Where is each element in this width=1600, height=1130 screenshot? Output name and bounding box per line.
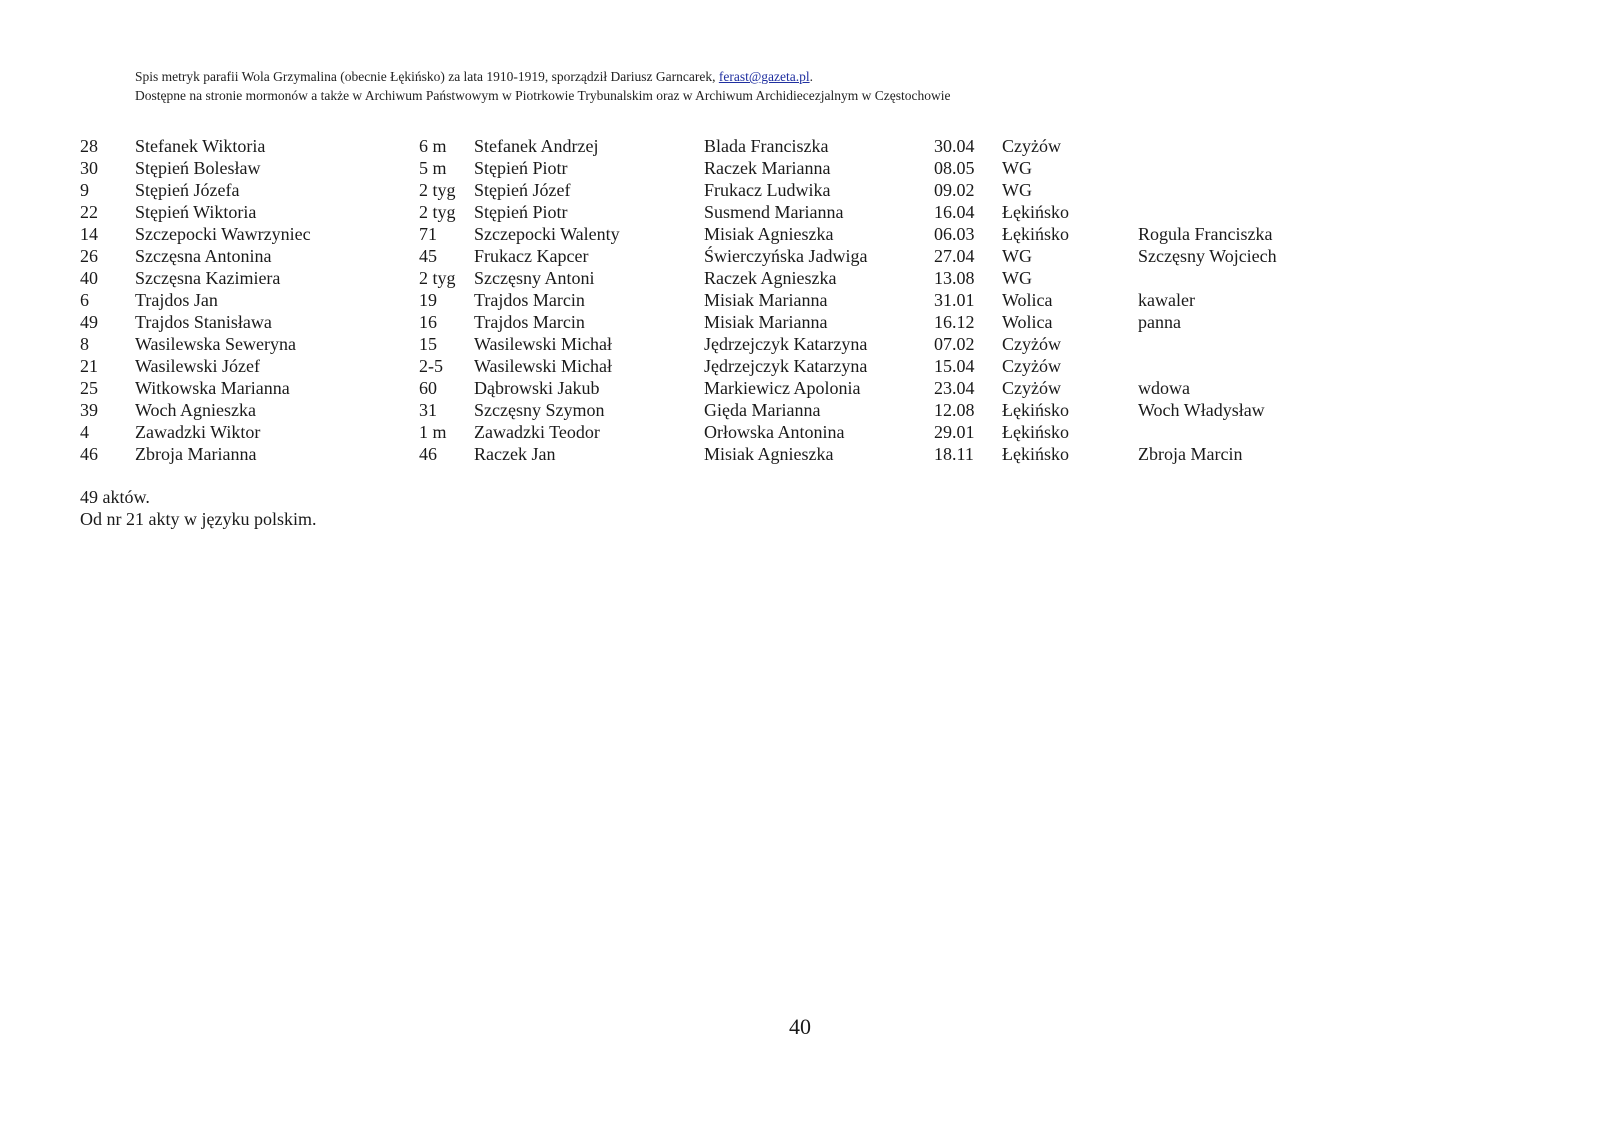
mother-name: Blada Franciszka [704,136,829,156]
record-number: 9 [80,180,89,200]
age: 6 m [419,136,447,156]
place: Łękińsko [1002,444,1069,464]
record-number: 6 [80,290,89,310]
date: 09.02 [934,180,975,200]
deceased-name: Trajdos Stanisława [135,312,272,332]
summary-note: Od nr 21 akty w języku polskim. [80,509,317,529]
header-line-2: Dostępne na stronie mormonów a także w Archiwum Państwowym w Piotrkowie Trybunalskim oraz w Archiwum Archidiecezjalnym w Częstochowie [135,88,951,103]
father-name: Trajdos Marcin [474,312,585,332]
mother-name: Orłowska Antonina [704,422,845,442]
table-row [80,157,1480,179]
date: 29.01 [934,422,975,442]
mother-name: Raczek Agnieszka [704,268,837,288]
record-number: 46 [80,444,98,464]
father-name: Raczek Jan [474,444,556,464]
record-number: 4 [80,422,89,442]
mother-name: Raczek Marianna [704,158,831,178]
date: 08.05 [934,158,975,178]
age: 71 [419,224,437,244]
age: 46 [419,444,437,464]
place: Wolica [1002,312,1053,332]
date: 31.01 [934,290,975,310]
note: kawaler [1138,290,1195,310]
date: 13.08 [934,268,975,288]
note: Szczęsny Wojciech [1138,246,1277,266]
record-number: 25 [80,378,98,398]
date: 30.04 [934,136,975,156]
age: 19 [419,290,437,310]
note: Zbroja Marcin [1138,444,1243,464]
age: 16 [419,312,437,332]
record-number: 39 [80,400,98,420]
records-table [80,135,1480,465]
deceased-name: Wasilewska Seweryna [135,334,296,354]
father-name: Szczepocki Walenty [474,224,620,244]
mother-name: Markiewicz Apolonia [704,378,861,398]
note: wdowa [1138,378,1190,398]
mother-name: Frukacz Ludwika [704,180,831,200]
father-name: Dąbrowski Jakub [474,378,600,398]
place: WG [1002,180,1032,200]
deceased-name: Woch Agnieszka [135,400,257,420]
table-row [80,333,1480,355]
mother-name: Misiak Agnieszka [704,444,834,464]
place: Łękińsko [1002,422,1069,442]
table-row [80,267,1480,289]
place: Łękińsko [1002,202,1069,222]
place: WG [1002,268,1032,288]
father-name: Trajdos Marcin [474,290,585,310]
date: 27.04 [934,246,975,266]
place: WG [1002,158,1032,178]
table-row [80,289,1480,311]
table-row [80,201,1480,223]
record-number: 26 [80,246,98,266]
age: 15 [419,334,437,354]
place: Czyżów [1002,356,1061,376]
page-number: 40 [789,1014,811,1039]
mother-name: Jędrzejczyk Katarzyna [704,356,868,376]
deceased-name: Stępień Wiktoria [135,202,257,222]
table-row [80,223,1480,245]
header-description: Spis metryk parafii Wola Grzymalina (obecnie Łękińsko) za lata 1910-1919, sporządził Dariusz Garncarek, [135,69,719,84]
place: Łękińsko [1002,224,1069,244]
table-row [80,377,1480,399]
deceased-name: Szczepocki Wawrzyniec [135,224,311,244]
father-name: Szczęsny Szymon [474,400,605,420]
author-email-link[interactable]: ferast@gazeta.pl [718,69,810,84]
father-name: Wasilewski Michał [474,356,613,376]
record-number: 14 [80,224,98,244]
age: 45 [419,246,437,266]
age: 2 tyg [419,268,456,288]
father-name: Frukacz Kapcer [474,246,589,266]
place: WG [1002,246,1032,266]
record-number: 22 [80,202,98,222]
record-number: 8 [80,334,89,354]
age: 2 tyg [419,180,456,200]
date: 12.08 [934,400,975,420]
document-header [135,67,950,105]
header-line-1 [135,67,950,86]
table-row [80,179,1480,201]
place: Łękińsko [1002,400,1069,420]
table-row [80,443,1480,465]
father-name: Stępień Józef [474,180,571,200]
table-row [80,399,1480,421]
date: 23.04 [934,378,975,398]
mother-name: Misiak Marianna [704,290,828,310]
deceased-name: Szczęsna Kazimiera [135,268,281,288]
date: 16.12 [934,312,975,332]
summary-count: 49 aktów. [80,487,150,507]
record-number: 21 [80,356,98,376]
record-number: 49 [80,312,98,332]
table-row [80,135,1480,157]
record-number: 40 [80,268,98,288]
age: 60 [419,378,437,398]
father-name: Stefanek Andrzej [474,136,599,156]
deceased-name: Zawadzki Wiktor [135,422,261,442]
father-name: Stępień Piotr [474,202,568,222]
note: panna [1138,312,1181,332]
age: 31 [419,400,437,420]
place: Czyżów [1002,334,1061,354]
age: 5 m [419,158,447,178]
note: Woch Władysław [1138,400,1265,420]
date: 15.04 [934,356,975,376]
date: 16.04 [934,202,975,222]
summary [80,486,316,530]
mother-name: Susmend Marianna [704,202,844,222]
date: 18.11 [934,444,974,464]
mother-name: Świerczyńska Jadwiga [704,246,868,266]
header-period: . [809,69,813,84]
deceased-name: Zbroja Marianna [135,444,257,464]
father-name: Wasilewski Michał [474,334,613,354]
table-row [80,245,1480,267]
father-name: Stępień Piotr [474,158,568,178]
date: 07.02 [934,334,975,354]
record-number: 30 [80,158,98,178]
record-number: 28 [80,136,98,156]
age: 2 tyg [419,202,456,222]
deceased-name: Stępień Bolesław [135,158,261,178]
table-row [80,311,1480,333]
place: Czyżów [1002,136,1061,156]
place: Wolica [1002,290,1053,310]
note: Rogula Franciszka [1138,224,1273,244]
mother-name: Gięda Marianna [704,400,821,420]
deceased-name: Witkowska Marianna [135,378,290,398]
deceased-name: Szczęsna Antonina [135,246,272,266]
table-row [80,355,1480,377]
deceased-name: Trajdos Jan [135,290,218,310]
age: 1 m [419,422,447,442]
deceased-name: Wasilewski Józef [135,356,261,376]
place: Czyżów [1002,378,1061,398]
date: 06.03 [934,224,975,244]
table-row [80,421,1480,443]
father-name: Zawadzki Teodor [474,422,600,442]
deceased-name: Stępień Józefa [135,180,240,200]
deceased-name: Stefanek Wiktoria [135,136,266,156]
father-name: Szczęsny Antoni [474,268,595,288]
mother-name: Jędrzejczyk Katarzyna [704,334,868,354]
mother-name: Misiak Marianna [704,312,828,332]
mother-name: Misiak Agnieszka [704,224,834,244]
age: 2-5 [419,356,443,376]
